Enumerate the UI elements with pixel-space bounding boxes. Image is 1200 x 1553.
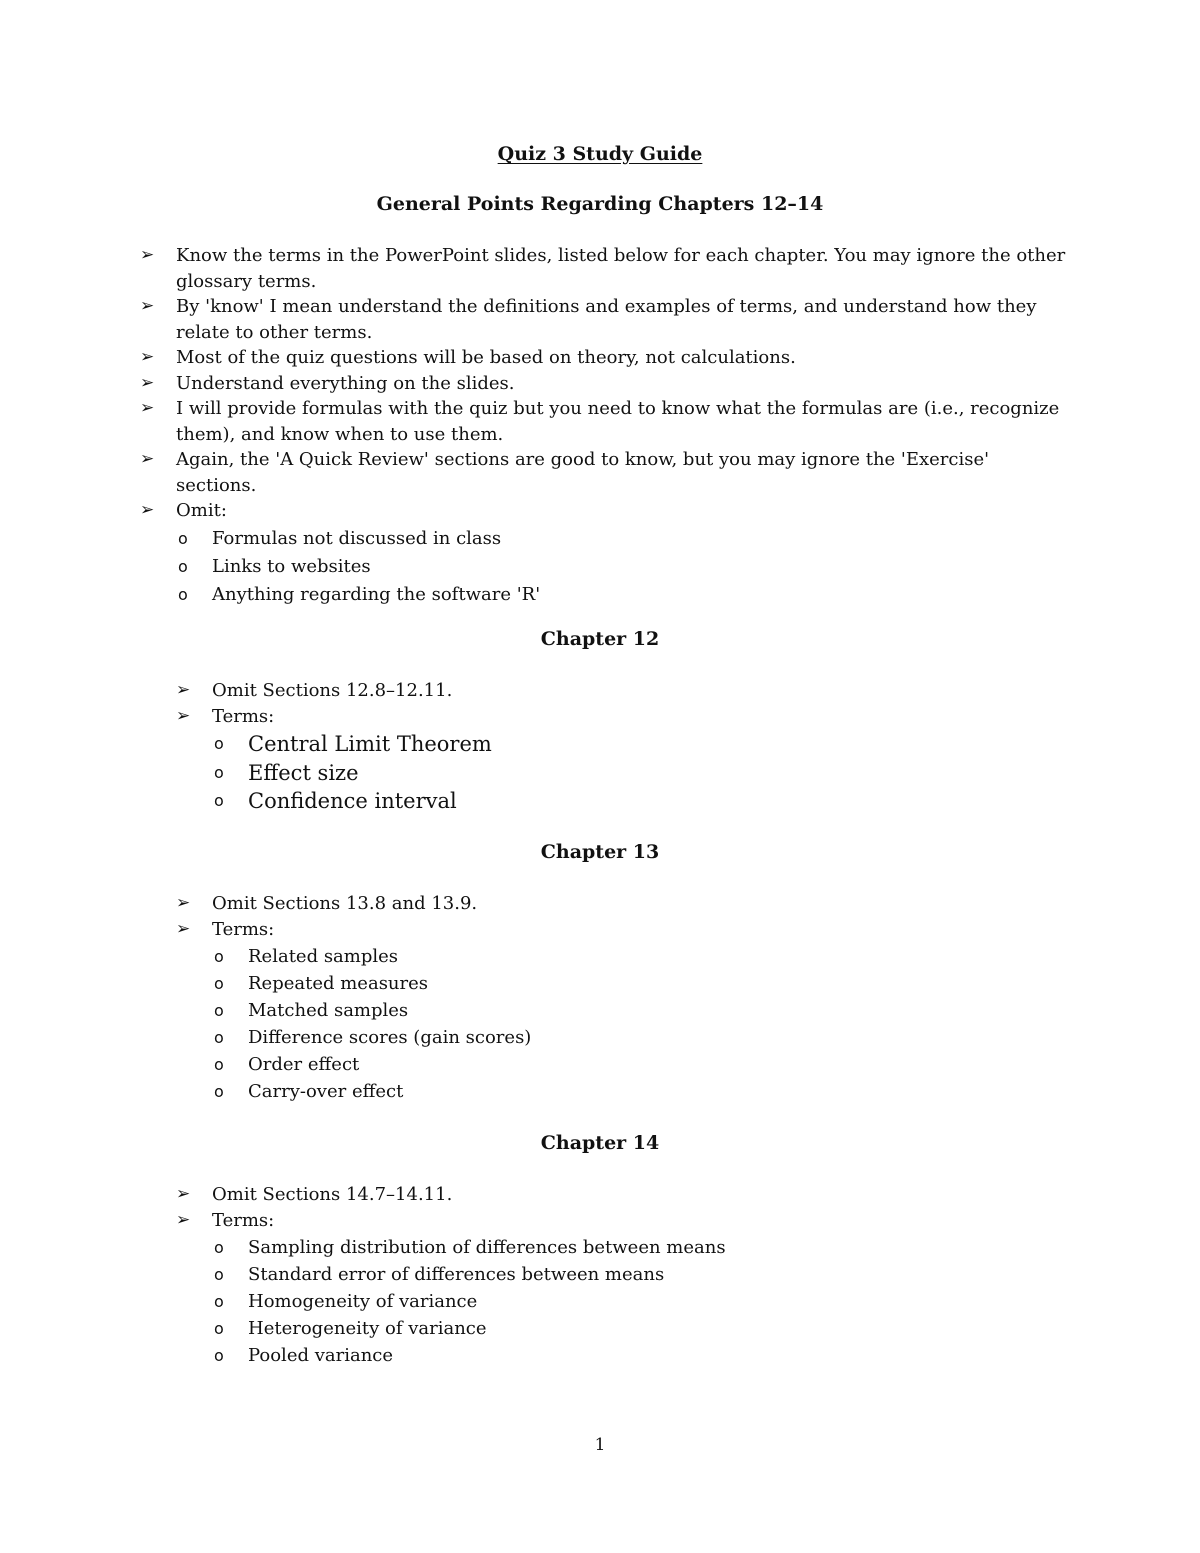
arrow-bullet-icon: ➢ [140, 245, 155, 265]
chapter-13-heading: Chapter 13 [540, 841, 660, 863]
circle-bullet-icon: o [214, 1319, 224, 1338]
list-item: ➢ Omit: o Formulas not discussed in class o Links to websites o Anything regarding the software 'R' [140, 498, 1070, 609]
circle-bullet-icon: o [214, 1028, 224, 1047]
omit-list [176, 525, 1070, 609]
circle-bullet-icon: o [214, 1346, 224, 1365]
list-item: o Repeated measures [212, 970, 1076, 997]
list-item: o Pooled variance [212, 1342, 1076, 1369]
arrow-bullet-icon: ➢ [176, 918, 191, 939]
arrow-bullet-icon: ➢ [176, 680, 191, 700]
chapter-12-list [176, 678, 1076, 816]
arrow-bullet-icon: ➢ [140, 398, 155, 418]
list-item: ➢ Most of the quiz questions will be based on theory, not calculations. [140, 345, 1070, 371]
chapter-12-heading: Chapter 12 [540, 628, 660, 650]
list-item: ➢ Omit Sections 13.8 and 13.9. [176, 891, 1076, 917]
list-item: ➢ I will provide formulas with the quiz but you need to know what the formulas are (i.e., recognize them), and know when to use them. [140, 398, 1060, 445]
chapter-14-list [176, 1182, 1076, 1369]
list-item: ➢ Omit Sections 12.8–12.11. [176, 678, 1076, 704]
circle-bullet-icon: o [214, 947, 224, 966]
list-item: ➢ Terms: o Sampling distribution of differences between means o Standard error of differences between means o Homogeneity of variance o Heterogeneity of variance o Pooled variance [176, 1208, 1076, 1370]
document-title: Quiz 3 Study Guide [497, 143, 703, 165]
circle-bullet-icon: o [178, 556, 188, 576]
list-item: o Carry-over effect [212, 1078, 1076, 1105]
arrow-bullet-icon: ➢ [140, 449, 155, 469]
list-item: ➢ Omit Sections 14.7–14.11. [176, 1182, 1076, 1208]
arrow-bullet-icon: ➢ [140, 347, 155, 367]
chapter-13-terms [212, 943, 1076, 1105]
list-item: o Heterogeneity of variance [212, 1315, 1076, 1342]
list-item: ➢ Know the terms in the PowerPoint slides, listed below for each chapter. You may ignore the other glossary terms. [140, 245, 1066, 292]
arrow-bullet-icon: ➢ [140, 296, 155, 316]
circle-bullet-icon: o [214, 791, 224, 810]
list-item: ➢ Again, the 'A Quick Review' sections are good to know, but you may ignore the 'Exercise' sections. [140, 449, 990, 496]
chapter-14-terms [212, 1234, 1076, 1369]
list-item: o Anything regarding the software 'R' [176, 581, 1070, 609]
chapter-13-list [176, 891, 1076, 1105]
circle-bullet-icon: o [214, 1055, 224, 1074]
page-number: 1 [594, 1435, 606, 1455]
list-item: o Formulas not discussed in class [176, 525, 1070, 553]
arrow-bullet-icon: ➢ [140, 500, 155, 520]
list-item: o Sampling distribution of differences between means [212, 1234, 1076, 1261]
list-item: o Difference scores (gain scores) [212, 1024, 1076, 1051]
circle-bullet-icon: o [214, 974, 224, 993]
list-item: ➢ Terms: o Central Limit Theorem o Effect size o Confidence interval [176, 704, 1076, 816]
circle-bullet-icon: o [178, 584, 188, 604]
list-item: ➢ Understand everything on the slides. [140, 371, 1070, 397]
circle-bullet-icon: o [214, 1265, 224, 1284]
circle-bullet-icon: o [214, 1001, 224, 1020]
arrow-bullet-icon: ➢ [176, 705, 191, 726]
list-item: o Central Limit Theorem [212, 730, 1076, 759]
circle-bullet-icon: o [214, 1082, 224, 1101]
list-item: ➢ By 'know' I mean understand the definitions and examples of terms, and understand how they relate to other terms. [140, 296, 1037, 343]
list-item: o Confidence interval [212, 787, 1076, 816]
circle-bullet-icon: o [214, 1238, 224, 1257]
list-item: o Homogeneity of variance [212, 1288, 1076, 1315]
circle-bullet-icon: o [178, 528, 188, 548]
list-item: o Links to websites [176, 553, 1070, 581]
general-points-list [140, 243, 1070, 609]
circle-bullet-icon: o [214, 762, 224, 782]
chapter-12-terms [212, 730, 1076, 816]
list-item: o Order effect [212, 1051, 1076, 1078]
document-subtitle: General Points Regarding Chapters 12–14 [376, 193, 824, 215]
list-item: o Effect size [212, 759, 1076, 788]
circle-bullet-icon: o [214, 734, 224, 753]
arrow-bullet-icon: ➢ [176, 1184, 191, 1204]
list-item: o Matched samples [212, 997, 1076, 1024]
arrow-bullet-icon: ➢ [176, 893, 191, 913]
chapter-14-heading: Chapter 14 [540, 1132, 660, 1154]
list-item: o Standard error of differences between means [212, 1261, 1076, 1288]
list-item: o Related samples [212, 943, 1076, 970]
arrow-bullet-icon: ➢ [140, 372, 155, 393]
list-item: ➢ Terms: o Related samples o Repeated measures o Matched samples o Difference scores (gain scores) o Order effect o Carry-over effect [176, 917, 1076, 1106]
circle-bullet-icon: o [214, 1292, 224, 1311]
arrow-bullet-icon: ➢ [176, 1209, 191, 1230]
